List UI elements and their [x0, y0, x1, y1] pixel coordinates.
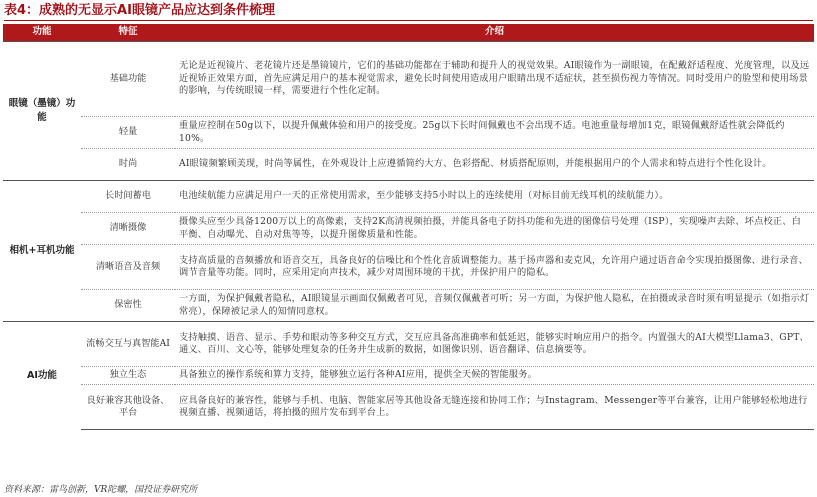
header-feature: 特征: [81, 24, 175, 42]
table-row: [3, 290, 814, 322]
feature-cell: 长时间蓄电: [81, 181, 175, 213]
header-function: 功能: [3, 24, 81, 42]
feature-cell: 基础功能: [81, 42, 175, 117]
feature-cell: 独立生态: [81, 367, 175, 385]
description-cell: AI眼镜频繁顾美现，时尚等属性，在外观设计上应遵循简约大方、色彩搭配、材质搭配原则，并能根据用户的个人需求和特点进行个性化设计。: [175, 149, 814, 181]
function-cell: 相机+耳机功能: [3, 181, 81, 322]
table-row: [3, 367, 814, 385]
table-title: 表4：成熟的无显示AI眼镜产品应达到条件梳理: [4, 2, 813, 21]
description-cell: 电池续航能力应满足用户一天的正常使用需求，至少能够支持5小时以上的连续使用（对标目前无线耳机的续航能力）。: [175, 181, 814, 213]
description-cell: 具备独立的操作系统和算力支持，能够独立运行各种AI应用，提供全天候的智能服务。: [175, 367, 814, 385]
table-row: [3, 245, 814, 290]
table-row: [3, 213, 814, 245]
table-row: [3, 181, 814, 213]
conditions-table: [3, 24, 814, 430]
header-description: 介绍: [175, 24, 814, 42]
feature-cell: 清晰摄像: [81, 213, 175, 245]
function-cell: AI功能: [3, 322, 81, 430]
description-cell: 支持触摸、语音、显示、手势和眼动等多种交互方式，交互应具备高准确率和低延迟，能够实时响应用户的指令。内置强大的AI大模型Llama3、GPT、通义、百川、文心等，能够处理复杂的任务并生成新的数据，如图像识别、语音翻译、信息摘要等。: [175, 322, 814, 367]
table-row: [3, 149, 814, 181]
table-row: [3, 322, 814, 367]
feature-cell: 清晰语音及音频: [81, 245, 175, 290]
header-row: [3, 24, 814, 42]
function-cell: 眼镜（墨镜）功能: [3, 42, 81, 181]
feature-cell: 保密性: [81, 290, 175, 322]
description-cell: 应具备良好的兼容性，能够与手机、电脑、智能家居等其他设备无缝连接和协同工作；与Instagram、Messenger等平台兼容，让用户能够轻松地进行视频直播、视频通话，将拍摄的照片发布到平台上。: [175, 385, 814, 430]
feature-cell: 良好兼容其他设备、平台: [81, 385, 175, 430]
table-row: [3, 385, 814, 430]
table-row: [3, 42, 814, 117]
feature-cell: 时尚: [81, 149, 175, 181]
description-cell: 支持高质量的音频播放和语音交互，具备良好的信噪比和个性化音质调整能力。基于扬声器和麦克风，允许用户通过语音命令实现拍摄图像、进行录音、调节音量等功能。同时，应采用定向声技术，减少对周围环境的干扰，并保护用户的隐私。: [175, 245, 814, 290]
source-note: 资料来源：雷鸟创新，VR陀螺，国投证券研究所: [4, 485, 198, 495]
description-cell: 摄像头应至少具备1200万以上的高像素，支持2K高清视频拍摄，并能具备电子防抖功能和先进的图像信号处理（ISP），实现噪声去除、坏点校正、白平衡、自动曝光、自动对焦等等，以提升图像质量和性能。: [175, 213, 814, 245]
description-cell: 重量应控制在50g以下，以提升佩戴体验和用户的接受度。25g以下长时间佩戴也不会出现不适。电池重量每增加1克，眼镜佩戴舒适性就会降低约10%。: [175, 117, 814, 149]
feature-cell: 流畅交互与真智能AI: [81, 322, 175, 367]
feature-cell: 轻量: [81, 117, 175, 149]
table-row: [3, 117, 814, 149]
description-cell: 无论是近视镜片、老花镜片还是墨镜镜片，它们的基础功能都在于辅助和提升人的视觉效果。AI眼镜作为一副眼镜，在配戴舒适程度、光度管理，以及远近视矫正效果方面，首先应满足用户的基本视觉需求，避免长时间使用造成用户眼睛出现不适症状，甚至损伤视力等情况。同时受用户的脸型和使用场景的影响，与传统眼镜一样，需要进行个性化定制。: [175, 42, 814, 117]
description-cell: 一方面，为保护佩戴者隐私，AI眼镜显示画面仅佩戴者可见，音频仅佩戴者可听；另一方面，为保护他人隐私，在拍摄或录音时须有明显提示（如指示灯常亮），保障被记录人的知情同意权。: [175, 290, 814, 322]
